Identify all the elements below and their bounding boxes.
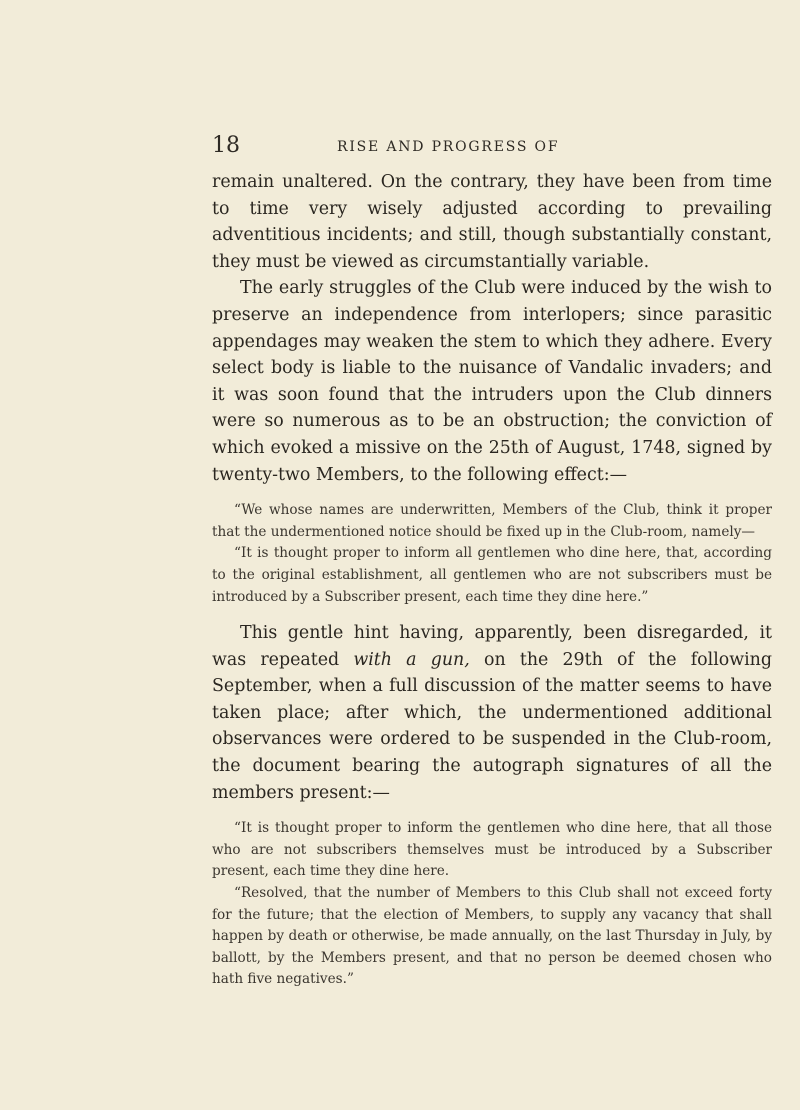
paragraph-text: This gentle hint having, apparently, been disregarded, it was repeated bbox=[212, 623, 772, 670]
italic-phrase: with a gun, bbox=[353, 649, 470, 670]
quote-paragraph: “It is thought proper to inform the gentlemen who dine here, that all those who are not subscribers themselves must be introduced by a Subscriber present, each time they dine here. bbox=[212, 820, 772, 880]
quoted-notice-1748-september bbox=[212, 818, 772, 991]
paragraph-text: on the 29th of the following September, when a full discussion of the matter seems to have taken place; after which, the undermentioned additional observances were ordered to be suspended in the Club-room, the document bearing the autograph signatures of all the members present:— bbox=[212, 649, 773, 803]
running-head: RISE AND PROGRESS OF bbox=[337, 139, 560, 155]
page-number: 18 bbox=[212, 133, 240, 158]
paragraph-gentle-hint bbox=[212, 620, 772, 806]
quote-paragraph: “It is thought proper to inform all gentlemen who dine here, that, according to the original establishment, all gentlemen who are not subscribers must be introduced by a Subscriber present, each time they dine here.” bbox=[212, 545, 772, 605]
quote-paragraph: “Resolved, that the number of Members to this Club shall not exceed forty for the future; that the election of Members, to supply any vacancy that shall happen by death or otherwise, be made annually, on the last Thursday in July, by ballott, by the Members present, and that no person be deemed chosen who hath five negatives.” bbox=[212, 885, 772, 988]
quote-paragraph: “We whose names are underwritten, Members of the Club, think it proper that the undermentioned notice should be fixed up in the Club-room, namely— bbox=[212, 502, 772, 540]
body-text bbox=[212, 169, 772, 1003]
quoted-notice-1748-august bbox=[212, 500, 772, 608]
paragraph-continuation: remain unaltered. On the contrary, they have been from time to time very wisely adjusted according to prevailing adventitious incidents; and still, though substantially constant, they must be viewed as circumstantially variable. bbox=[212, 172, 772, 272]
paragraph-early-struggles: The early struggles of the Club were induced by the wish to preserve an independence from interlopers; since parasitic appendages may weaken the stem to which they adhere. Every select body is liable to the nuisance of Vandalic invaders; and it was soon found that the intruders upon the Club dinners were so numerous as to be an obstruction; the conviction of which evoked a missive on the 25th of August, 1748, signed by twenty-two Members, to the following effect:— bbox=[212, 278, 772, 485]
page-header bbox=[212, 133, 772, 159]
